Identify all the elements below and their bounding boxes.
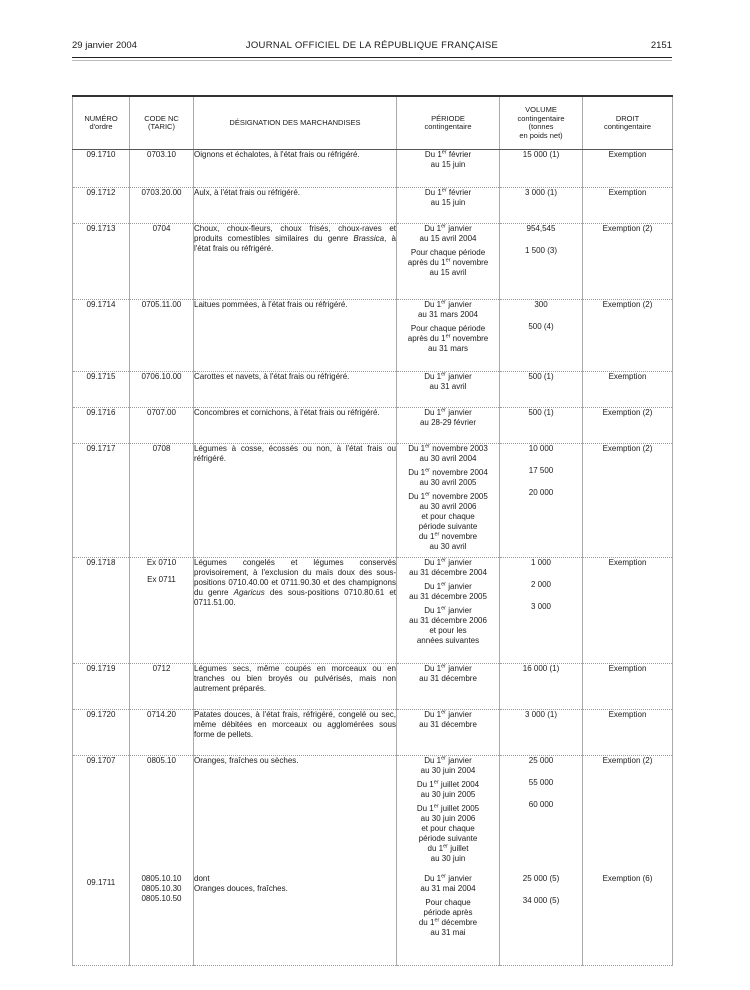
volume-cell: [500, 300, 583, 372]
volume-value: 500 (1): [528, 408, 554, 417]
nc-code: 0714.20: [147, 710, 176, 719]
ordre-number: 09.1711: [86, 877, 116, 887]
periode-line: après du 1er novembre: [407, 333, 489, 343]
periode-line: Du 1er juillet 2004: [416, 779, 480, 789]
nc-code: 0805.10.10: [141, 873, 182, 883]
droit-cell: [583, 756, 673, 874]
periode-block: [397, 188, 499, 208]
ordre-number: 09.1712: [86, 188, 116, 197]
ordre-number: 09.1717: [86, 444, 116, 453]
header-volume: VOLUME contingentaire (tonnes en poids net): [500, 96, 583, 150]
designation-cell: [194, 150, 397, 188]
periode-block: [397, 324, 499, 354]
designation-text: Oignons et échalotes, à l'état frais ou réfrigéré.: [194, 150, 360, 159]
ordre-number-cell: [73, 408, 130, 444]
header-numero: NUMÉRO d'ordre: [73, 96, 130, 150]
periode-line: Du 1er novembre 2003: [408, 443, 488, 453]
periode-line: au 28-29 février: [419, 418, 477, 427]
designation-text: Oranges douces, fraîches.: [194, 883, 288, 893]
periode-cell: [397, 756, 500, 874]
volume-cell: [500, 558, 583, 664]
droit-cell: [583, 664, 673, 710]
nc-code: 0805.10.30: [141, 883, 182, 893]
periode-line: au 31 mai: [430, 927, 466, 937]
nc-code-cell: [130, 444, 194, 558]
droit-value: Exemption (6): [602, 873, 653, 883]
page-header: [72, 40, 672, 54]
volume-value: 3 000: [530, 602, 552, 611]
periode-block: [397, 582, 499, 602]
droit-value: Exemption: [608, 558, 647, 567]
table-header-row: [73, 96, 673, 150]
periode-line: au 30 juin 2004: [420, 766, 476, 775]
periode-line: années suivantes: [416, 636, 480, 645]
periode-line: au 15 avril: [429, 268, 467, 277]
table-row: [73, 188, 673, 224]
periode-line: Du 1er janvier: [424, 407, 472, 417]
periode-cell: [397, 558, 500, 664]
periode-block: [397, 780, 499, 800]
periode-line: Pour chaque période: [410, 324, 486, 333]
periode-line: au 30 juin: [430, 854, 466, 863]
droit-value: Exemption: [608, 372, 647, 381]
ordre-number: 09.1715: [86, 372, 116, 381]
droit-value: Exemption: [608, 188, 647, 197]
periode-line: au 30 juin 2006: [420, 814, 476, 823]
periode-block: [397, 224, 499, 244]
droit-cell: [583, 150, 673, 188]
volume-value: 55 000: [528, 778, 554, 787]
periode-block: [397, 408, 499, 428]
header-droit: DROIT contingentaire: [583, 96, 673, 150]
volume-value: 2 000: [530, 580, 552, 589]
volume-cell: [500, 664, 583, 710]
periode-line: Du 1er janvier: [424, 557, 472, 567]
periode-line: Du 1er février: [424, 187, 472, 197]
droit-value: Exemption (2): [602, 444, 653, 453]
designation-cell: [194, 188, 397, 224]
dont-label: dont: [194, 873, 210, 883]
periode-block: [397, 606, 499, 646]
droit-cell: [583, 224, 673, 300]
quota-table: [72, 95, 673, 966]
header-periode: PÉRIODE contingentaire: [397, 96, 500, 150]
ordre-number-cell: [73, 756, 130, 874]
periode-line: Du 1er janvier: [424, 581, 472, 591]
nc-code-cell: [130, 710, 194, 756]
table-row: [73, 444, 673, 558]
droit-cell: [583, 408, 673, 444]
nc-code-cell: [130, 874, 194, 966]
volume-value: 25 000 (5): [522, 873, 560, 883]
periode-cell: [397, 300, 500, 372]
periode-block: [397, 874, 499, 894]
designation-cell: [194, 444, 397, 558]
droit-cell: [583, 372, 673, 408]
periode-cell: [397, 664, 500, 710]
periode-line: Du 1er janvier: [424, 663, 472, 673]
droit-value: Exemption (2): [602, 408, 653, 417]
volume-cell: [500, 756, 583, 874]
volume-value: 300: [534, 300, 548, 309]
periode-block: [397, 492, 499, 552]
droit-cell: [583, 874, 673, 966]
designation-cell: [194, 300, 397, 372]
periode-line: au 31 décembre 2006: [409, 616, 487, 625]
designation-text: des sous-positions 0710.80.61 et 0711.51.00.: [194, 588, 397, 607]
designation-text: Légumes congelés et légumes conservés provisoirement, à l'exclusion du maïs doux des sous-positions 0710.40.00 et 0711.90.30 et des champignons du genre: [194, 558, 396, 597]
volume-value: 954,545: [526, 224, 556, 233]
periode-block: [397, 756, 499, 776]
periode-line: Du 1er janvier: [424, 299, 472, 309]
volume-cell: [500, 372, 583, 408]
periode-line: Du 1er novembre 2004: [408, 467, 488, 477]
ordre-number-cell: [73, 664, 130, 710]
volume-value: 1 500 (3): [524, 246, 558, 255]
ordre-number: 09.1707: [86, 756, 116, 765]
designation-genus: Agaricus: [233, 588, 265, 597]
ordre-number-cell: [73, 710, 130, 756]
periode-line: du 1er juillet: [427, 843, 469, 853]
periode-line: Du 1er janvier: [424, 709, 472, 719]
ordre-number-cell: [73, 188, 130, 224]
designation-text: Concombres et cornichons, à l'état frais ou réfrigéré.: [194, 408, 380, 417]
nc-code: 0703.10: [147, 150, 176, 159]
table-row: [73, 756, 673, 874]
designation-cell: [194, 372, 397, 408]
periode-line: au 30 avril: [429, 542, 467, 551]
periode-block: [397, 468, 499, 488]
periode-line: au 30 avril 2005: [419, 478, 477, 487]
volume-cell: [500, 710, 583, 756]
periode-line: Du 1er janvier: [424, 872, 472, 883]
header-date: 29 janvier 2004: [72, 40, 137, 51]
periode-line: et pour les: [429, 626, 467, 635]
designation-cell: [194, 874, 397, 966]
volume-value: 10 000: [528, 444, 554, 453]
periode-line: au 31 décembre 2005: [409, 592, 487, 601]
periode-cell: [397, 224, 500, 300]
designation-text: Patates douces, à l'état frais, réfrigéré, congelé ou sec, même débitées en morceaux ou agglomérées sous forme de pellets.: [194, 710, 396, 739]
ordre-number-cell: [73, 150, 130, 188]
periode-line: et pour chaque: [421, 512, 475, 521]
designation-text: Légumes secs, même coupés en morceaux ou en tranches ou bien broyés ou pulvérisés, mais non autrement préparés.: [194, 664, 396, 693]
designation-genus: Brassica: [353, 234, 385, 243]
periode-cell: [397, 710, 500, 756]
designation-text: Oranges, fraîches ou sèches.: [194, 756, 299, 765]
ordre-number: 09.1716: [86, 408, 116, 417]
volume-value: 60 000: [528, 800, 554, 809]
periode-line: au 31 mars: [427, 344, 469, 353]
volume-cell: [500, 188, 583, 224]
periode-line: au 30 avril 2004: [419, 454, 477, 463]
ordre-number-cell: [73, 558, 130, 664]
droit-value: Exemption: [608, 664, 647, 673]
periode-cell: [397, 188, 500, 224]
table-row: [73, 710, 673, 756]
designation-cell: [194, 408, 397, 444]
periode-line: au 31 décembre 2004: [409, 568, 487, 577]
periode-line: Du 1er février: [424, 149, 472, 159]
periode-line: Pour chaque période: [410, 248, 486, 257]
periode-line: après du 1er novembre: [407, 257, 489, 267]
nc-code: 0712: [152, 664, 171, 673]
droit-cell: [583, 558, 673, 664]
periode-line: et pour chaque: [421, 824, 475, 833]
nc-code: 0805.10.50: [141, 893, 182, 903]
periode-line: au 15 juin: [430, 160, 466, 169]
table-row: [73, 150, 673, 188]
periode-line: au 31 décembre: [419, 720, 477, 729]
table-row: [73, 408, 673, 444]
ordre-number: 09.1710: [86, 150, 116, 159]
page-number: 2151: [650, 40, 672, 51]
volume-cell: [500, 150, 583, 188]
periode-block: [397, 372, 499, 392]
header-rule-secondary: [72, 60, 672, 61]
header-rule: [72, 57, 672, 58]
ordre-number-cell: [73, 300, 130, 372]
nc-code: Ex 0710: [146, 558, 177, 567]
periode-line: au 30 avril 2006: [419, 502, 477, 511]
volume-value: 500 (1): [528, 372, 554, 381]
nc-code-cell: [130, 188, 194, 224]
nc-code: 0704: [152, 224, 171, 233]
periode-line: période suivante: [418, 522, 478, 531]
volume-cell: [500, 224, 583, 300]
ordre-number: 09.1720: [86, 710, 116, 719]
periode-block: [397, 558, 499, 578]
volume-value: 25 000: [528, 756, 554, 765]
periode-block: [397, 898, 499, 938]
designation-cell: [194, 756, 397, 874]
droit-value: Exemption: [608, 710, 647, 719]
droit-cell: [583, 188, 673, 224]
designation-cell: [194, 664, 397, 710]
periode-line: au 15 avril 2004: [419, 234, 477, 243]
table-row: [73, 224, 673, 300]
volume-value: 500 (4): [528, 322, 554, 331]
volume-cell: [500, 408, 583, 444]
nc-code: 0706.10.00: [141, 372, 182, 381]
periode-line: Du 1er janvier: [424, 371, 472, 381]
periode-line: Du 1er janvier: [424, 223, 472, 233]
nc-code-cell: [130, 372, 194, 408]
ordre-number: 09.1719: [86, 664, 116, 673]
volume-value: 1 000: [530, 558, 552, 567]
nc-code-cell: [130, 300, 194, 372]
periode-block: [397, 150, 499, 170]
header-code: CODE NC (TARIC): [130, 96, 194, 150]
designation-cell: [194, 710, 397, 756]
ordre-number: 09.1718: [86, 558, 116, 567]
ordre-number-cell: [73, 444, 130, 558]
designation-text: , à l'état frais ou réfrigéré.: [194, 234, 396, 253]
droit-cell: [583, 300, 673, 372]
periode-line: au 31 avril: [429, 382, 467, 391]
droit-value: Exemption (2): [602, 756, 653, 765]
periode-line: du 1er décembre: [418, 916, 478, 927]
periode-block: [397, 664, 499, 684]
nc-code: Ex 0711: [147, 575, 176, 584]
volume-cell: [500, 444, 583, 558]
nc-code-cell: [130, 756, 194, 874]
ordre-number-cell: [73, 874, 130, 966]
periode-line: au 31 mars 2004: [417, 310, 479, 319]
periode-cell: [397, 150, 500, 188]
periode-line: au 15 juin: [430, 198, 466, 207]
volume-value: 16 000 (1): [522, 664, 560, 673]
journal-title: JOURNAL OFFICIEL DE LA RÉPUBLIQUE FRANÇAISE: [245, 40, 499, 51]
volume-value: 3 000 (1): [524, 710, 558, 719]
droit-cell: [583, 444, 673, 558]
designation-text: Laitues pommées, à l'état frais ou réfrigéré.: [194, 300, 348, 309]
droit-value: Exemption (2): [602, 224, 653, 233]
table-row: [73, 874, 673, 966]
nc-code: 0708: [152, 444, 171, 453]
table-row: [73, 664, 673, 710]
ordre-number-cell: [73, 372, 130, 408]
periode-block: [397, 248, 499, 278]
nc-code-cell: [130, 224, 194, 300]
periode-line: Du 1er janvier: [424, 755, 472, 765]
periode-line: Du 1er juillet 2005: [416, 803, 480, 813]
nc-code: 0805.10: [147, 756, 176, 765]
periode-block: [397, 444, 499, 464]
volume-cell: [500, 874, 583, 966]
periode-cell: [397, 372, 500, 408]
volume-value: 15 000 (1): [522, 150, 560, 159]
table-row: [73, 300, 673, 372]
nc-code-cell: [130, 150, 194, 188]
periode-line: période après: [423, 907, 473, 917]
ordre-number: 09.1713: [86, 224, 116, 233]
designation-text: Carottes et navets, à l'état frais ou réfrigéré.: [194, 372, 350, 381]
nc-code: 0707.00: [147, 408, 176, 417]
periode-line: Pour chaque: [425, 897, 471, 907]
ordre-number-cell: [73, 224, 130, 300]
volume-value: 20 000: [528, 488, 554, 497]
droit-value: Exemption: [608, 150, 647, 159]
designation-cell: [194, 558, 397, 664]
periode-block: [397, 710, 499, 730]
periode-cell: [397, 408, 500, 444]
volume-value: 34 000 (5): [522, 895, 560, 905]
ordre-number: 09.1714: [86, 300, 116, 309]
designation-cell: [194, 224, 397, 300]
table-row: [73, 372, 673, 408]
periode-line: période suivante: [418, 834, 478, 843]
volume-value: 17 500: [528, 466, 554, 475]
nc-code: 0705.11.00: [141, 300, 182, 309]
nc-code-cell: [130, 558, 194, 664]
periode-line: au 31 décembre: [419, 674, 477, 683]
volume-value: 3 000 (1): [524, 188, 558, 197]
periode-cell: [397, 444, 500, 558]
table-row: [73, 558, 673, 664]
droit-value: Exemption (2): [602, 300, 653, 309]
periode-line: du 1er novembre: [418, 531, 478, 541]
header-designation: DÉSIGNATION DES MARCHANDISES: [194, 96, 397, 150]
periode-cell: [397, 874, 500, 966]
periode-line: Du 1er novembre 2005: [408, 491, 488, 501]
periode-line: au 31 mai 2004: [420, 883, 476, 893]
periode-block: [397, 300, 499, 320]
nc-code-cell: [130, 664, 194, 710]
droit-cell: [583, 710, 673, 756]
designation-text: Choux, choux-fleurs, choux frisés, choux-raves et produits comestibles similaires du genre: [194, 224, 396, 243]
periode-line: Du 1er janvier: [424, 605, 472, 615]
periode-line: au 30 juin 2005: [420, 790, 476, 799]
nc-code: 0703.20.00: [141, 188, 182, 197]
nc-code-cell: [130, 408, 194, 444]
designation-text: Aulx, à l'état frais ou réfrigéré.: [194, 188, 301, 197]
periode-block: [397, 804, 499, 864]
designation-text: Légumes à cosse, écossés ou non, à l'état frais ou réfrigéré.: [194, 444, 396, 463]
